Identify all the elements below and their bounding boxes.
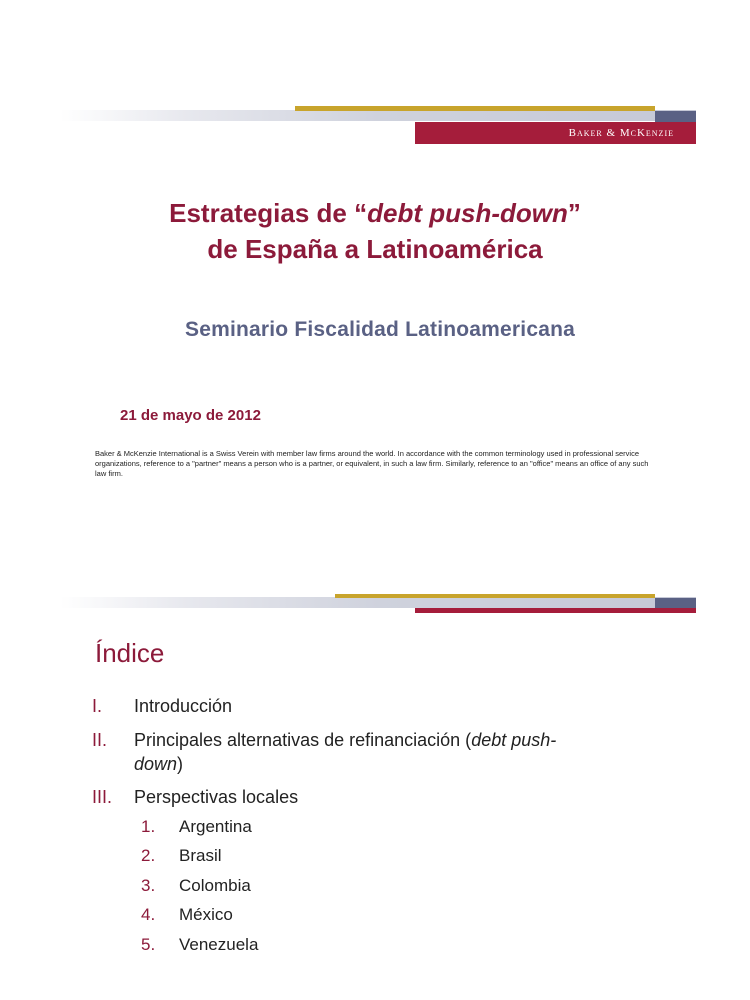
index-slide xyxy=(0,580,750,1000)
index-item-3-number: III. xyxy=(92,787,113,807)
index-item-2-number: II. xyxy=(92,730,108,750)
sub-item-4-text: México xyxy=(179,905,233,924)
sub-item-1-text: Argentina xyxy=(179,817,252,836)
index-item-3-text: Perspectivas locales xyxy=(134,787,299,807)
index-item-2-text-suffix: ) xyxy=(177,754,184,774)
index-item-1-number: I. xyxy=(92,696,103,716)
sub-item-5-number: 5. xyxy=(141,935,156,954)
brand-logo-text: Baker & McKenzie xyxy=(568,127,674,139)
index-item-2-text-prefix: Principales alternativas de refinanciación ( xyxy=(134,730,472,750)
title-line-2: de España a Latinoamérica xyxy=(207,234,543,264)
index-gold-stripe xyxy=(335,594,655,598)
sub-item-2-number: 2. xyxy=(141,846,156,865)
title-line-1-italic: debt push-down xyxy=(367,198,568,228)
presentation-title xyxy=(0,195,750,267)
title-line-1-suffix: ” xyxy=(567,198,581,228)
index-item-1-text: Introducción xyxy=(134,696,233,716)
title-line-1 xyxy=(0,195,750,231)
index-item-2-text-italic-1: debt push- xyxy=(471,730,557,750)
index-red-stripe xyxy=(415,608,696,613)
index-heading: Índice xyxy=(95,638,165,668)
header-gold-stripe xyxy=(295,106,655,111)
sub-item-3-number: 3. xyxy=(141,876,156,895)
sub-item-4-number: 4. xyxy=(141,905,156,924)
sub-item-5-text: Venezuela xyxy=(179,935,259,954)
legal-disclaimer: Baker & McKenzie International is a Swiss Verein with member law firms around the world. In accordance with the common terminology used in professional service organizations, reference to a "partner" means a person who is a partner, or equivalent, in such a law firm. Similarly, reference to an "office" means an office of any such law firm. xyxy=(95,449,649,478)
header-gradient-stripe xyxy=(60,110,696,121)
brand-logo-bar xyxy=(415,122,696,144)
presentation-subtitle: Seminario Fiscalidad Latinoamericana xyxy=(185,318,575,341)
sub-item-1-number: 1. xyxy=(141,817,156,836)
sub-item-3-text: Colombia xyxy=(179,876,251,895)
header-navy-stripe xyxy=(655,111,696,122)
index-gradient-stripe xyxy=(60,597,696,608)
index-navy-stripe xyxy=(655,598,696,608)
presentation-date: 21 de mayo de 2012 xyxy=(120,407,261,424)
index-item-2-text xyxy=(134,728,654,776)
title-line-1-prefix: Estrategias de “ xyxy=(169,198,368,228)
index-item-2-text-italic-2: down xyxy=(134,754,178,774)
sub-item-2-text: Brasil xyxy=(179,846,222,865)
